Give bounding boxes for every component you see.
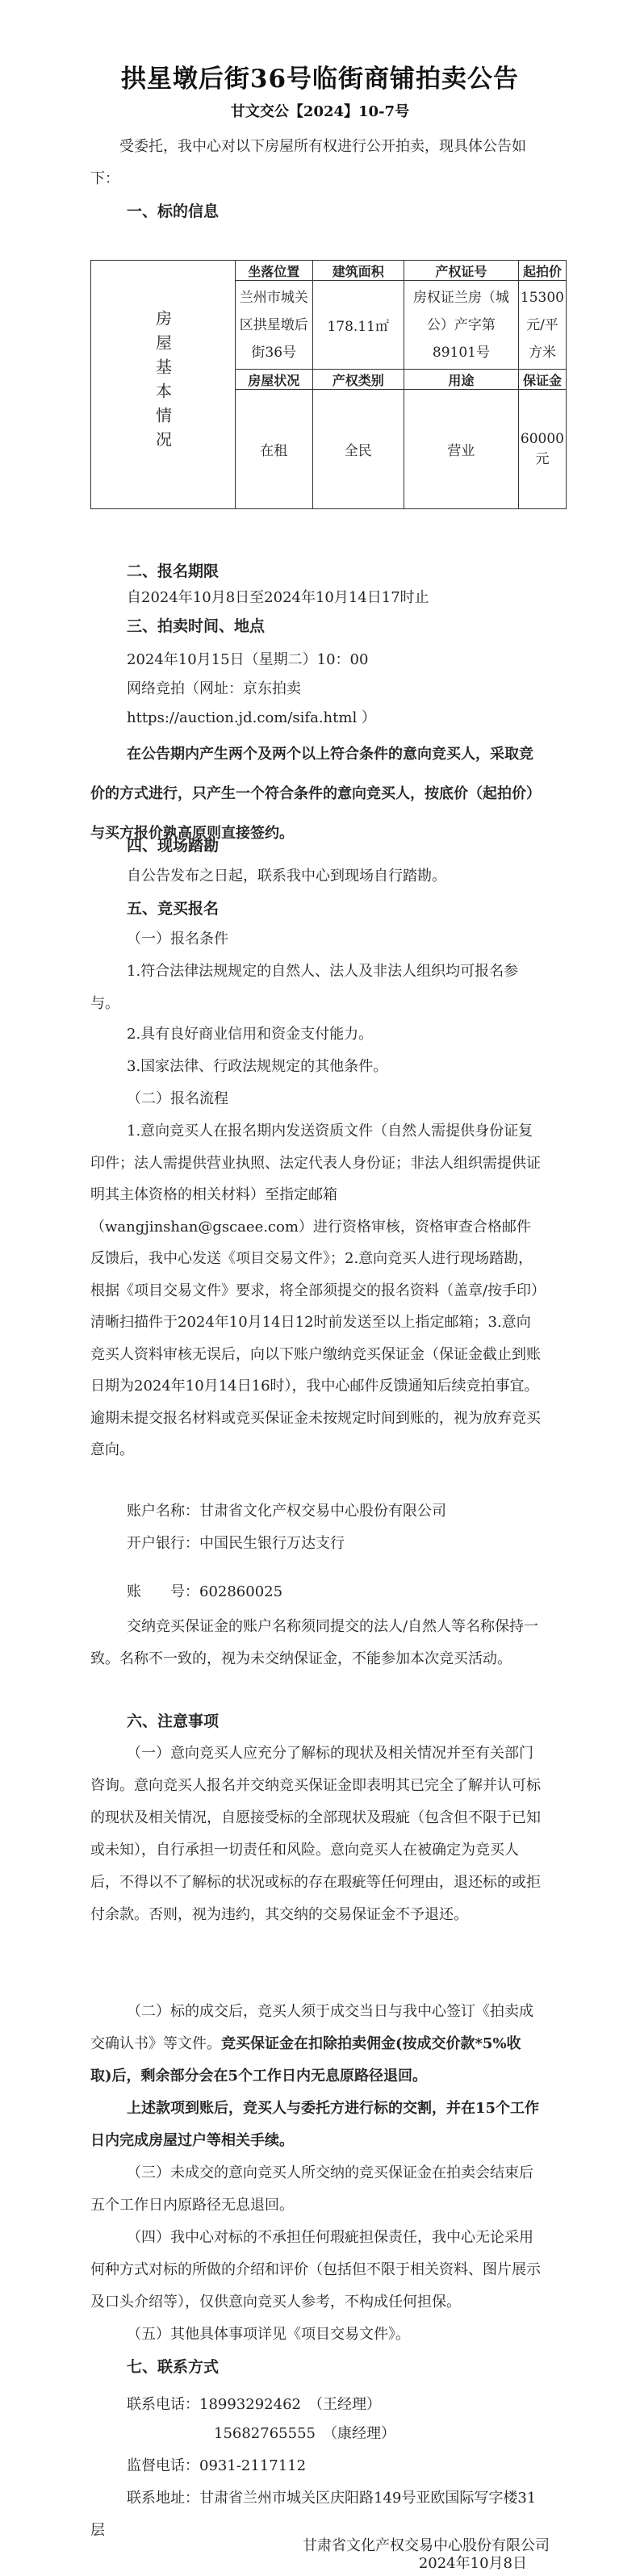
notice-1: （一）意向竞买人应充分了解标的现状及相关情况并至有关部门咨询。意向竞买人报名并交纳竞买保证金即表明其已完全了解并认可标的现状及相关情况，自愿接受标的全部现状及瑕疵（包含但不限于已知或未知），自行承担一切责任和风险。意向竞买人在被确定为竞买人后，不得以不了解标的状况或标的存在瑕疵等任何理由，退还标的或拒付余款。否则，视为违约，其交纳的交易保证金不予退还。 [90,1745,541,1923]
page-title: 拱星墩后街36号临街商铺拍卖公告 [120,65,520,94]
account-name: 账户名称：甘肃省文化产权交易中心股份有限公司 [127,1503,446,1520]
section-heading-3: 三、拍卖时间、地点 [127,617,266,635]
header-certificate: 产权证号 [404,261,518,281]
condition-2: 2.具有良好商业信用和资金支付能力。 [127,1026,374,1043]
account-bank: 开户银行：中国民生银行万达支行 [127,1535,345,1552]
account-number: 账 号：602860025 [127,1583,283,1600]
contact-phone-1: 联系电话：18993292462 （王经理） [127,2396,381,2413]
condition-3: 3.国家法律、行政法规规定的其他条件。 [127,1058,388,1075]
registration-process: 1.意向竞买人在报名期内发送资质文件（自然人需提供身份证复印件；法人需提供营业执照、法定代表人身份证；非法人组织需提供证明其主体资格的相关材料）至指定邮箱（wangjinshan@gscaee.com）进行资格审核，资格审查合格邮件反馈后，我中心发送《项目交易文件》；2.意向竞买人进行现场踏勘，根据《项目交易文件》要求，将全部须提交的报名资料（盖章/按手印）清晰扫描件于2024年10月14日12时前发送至以上指定邮箱；3.意向竞买人资料审核无误后，向以下账户缴纳竞买保证金（保证金截止到账日期为2024年10月14日16时），我中心邮件反馈通知后续竞拍事宜。逾期未提交报名材料或竞买保证金未按规定时间到账的，视为放弃竞买意向。 [90,1123,541,1458]
section-heading-2: 二、报名期限 [127,562,220,580]
contact-phone-2: 15682765555 （康经理） [214,2425,395,2442]
notice-2-handover: 上述款项到账后，竞买人与委托方进行标的交割，并在15个工作日内完成房屋过户等相关手续。 [90,2100,540,2149]
header-deposit: 保证金 [518,370,566,390]
section-heading-1: 一、标的信息 [127,203,220,220]
header-location: 坐落位置 [236,261,313,281]
contact-address: 联系地址：甘肃省兰州市城关区庆阳路149号亚欧国际写字楼31层 [90,2490,537,2539]
header-status: 房屋状况 [236,370,313,390]
intro-paragraph: 受委托，我中心对以下房屋所有权进行公开拍卖，现具体公告如下： [90,138,526,187]
value-location: 兰州市城关区拱星墩后街36号 [236,281,313,370]
supervision-phone: 监督电话：0931-2117112 [127,2457,307,2474]
condition-1: 1.符合法律法规规定的自然人、法人及非法人组织均可报名参与。 [90,963,519,1012]
section-heading-6: 六、注意事项 [127,1712,220,1730]
header-start-price: 起拍价 [518,261,566,281]
property-info-table [90,260,567,509]
bidding-rule-note: 在公告期内产生两个及两个以上符合条件的意向竞买人，采取竞价的方式进行，只产生一个符合条件的意向竞买人，按底价（起拍价）与买方报价孰高原则直接签约。 [90,746,541,842]
value-status: 在租 [236,390,313,509]
value-usage: 营业 [404,390,518,509]
value-start-price: 15300元/平方米 [518,281,566,370]
subheading-process: （二）报名流程 [127,1090,228,1107]
header-area: 建筑面积 [312,261,404,281]
value-deposit: 60000元 [518,390,566,509]
subheading-conditions: （一）报名条件 [127,930,228,947]
issue-date: 2024年10月8日 [418,2555,527,2572]
site-visit-text: 自公告发布之日起，联系我中心到现场自行踏勘。 [127,868,446,884]
registration-period: 自2024年10月8日至2024年10月14日17时止 [127,589,429,606]
account-note: 交纳竞买保证金的账户名称须同提交的法人/自然人等名称保持一致。名称不一致的，视为未交纳保证金，不能参加本次竞买活动。 [90,1618,539,1667]
section-heading-4: 四、现场踏勘 [127,837,220,855]
auction-site: 网络竞拍（网址：京东拍卖 [127,680,301,697]
value-certificate: 房权证兰房（城公）产字第89101号 [404,281,518,370]
auction-url-link[interactable]: https://auction.jd.com/sifa.html ） [127,709,376,726]
notice-4: （四）我中心对标的不承担任何瑕疵担保责任，我中心无论采用何种方式对标的所做的介绍和评价（包括但不限于相关资料、图片展示及口头介绍等），仅供意向竞买人参考，不构成任何担保。 [90,2229,541,2310]
auction-time: 2024年10月15日（星期二）10：00 [127,651,369,668]
header-ownership: 产权类别 [312,370,404,390]
header-usage: 用途 [404,370,518,390]
document-number: 甘文交公【2024】10-7号 [230,103,410,120]
issuer-signature: 甘肃省文化产权交易中心股份有限公司 [303,2537,550,2554]
value-ownership: 全民 [312,390,404,509]
notice-2: （二）标的成交后，竞买人须于成交当日与我中心签订《拍卖成交确认书》等文件。竞买保证金在扣除拍卖佣金(按成交价款*5%收取)后，剩余部分会在5个工作日内无息原路径退回。 [90,2003,533,2085]
table-side-label: 房屋基本情况 [91,261,236,509]
value-area: 178.11㎡ [312,281,404,370]
notice-5: （五）其他具体事项详见《项目交易文件》。 [127,2326,410,2343]
section-heading-5: 五、竞买报名 [127,900,220,918]
notice-3: （三）未成交的意向竞买人所交纳的竞买保证金在拍卖会结束后五个工作日内原路径无息退回。 [90,2164,533,2214]
section-heading-7: 七、联系方式 [127,2358,220,2376]
